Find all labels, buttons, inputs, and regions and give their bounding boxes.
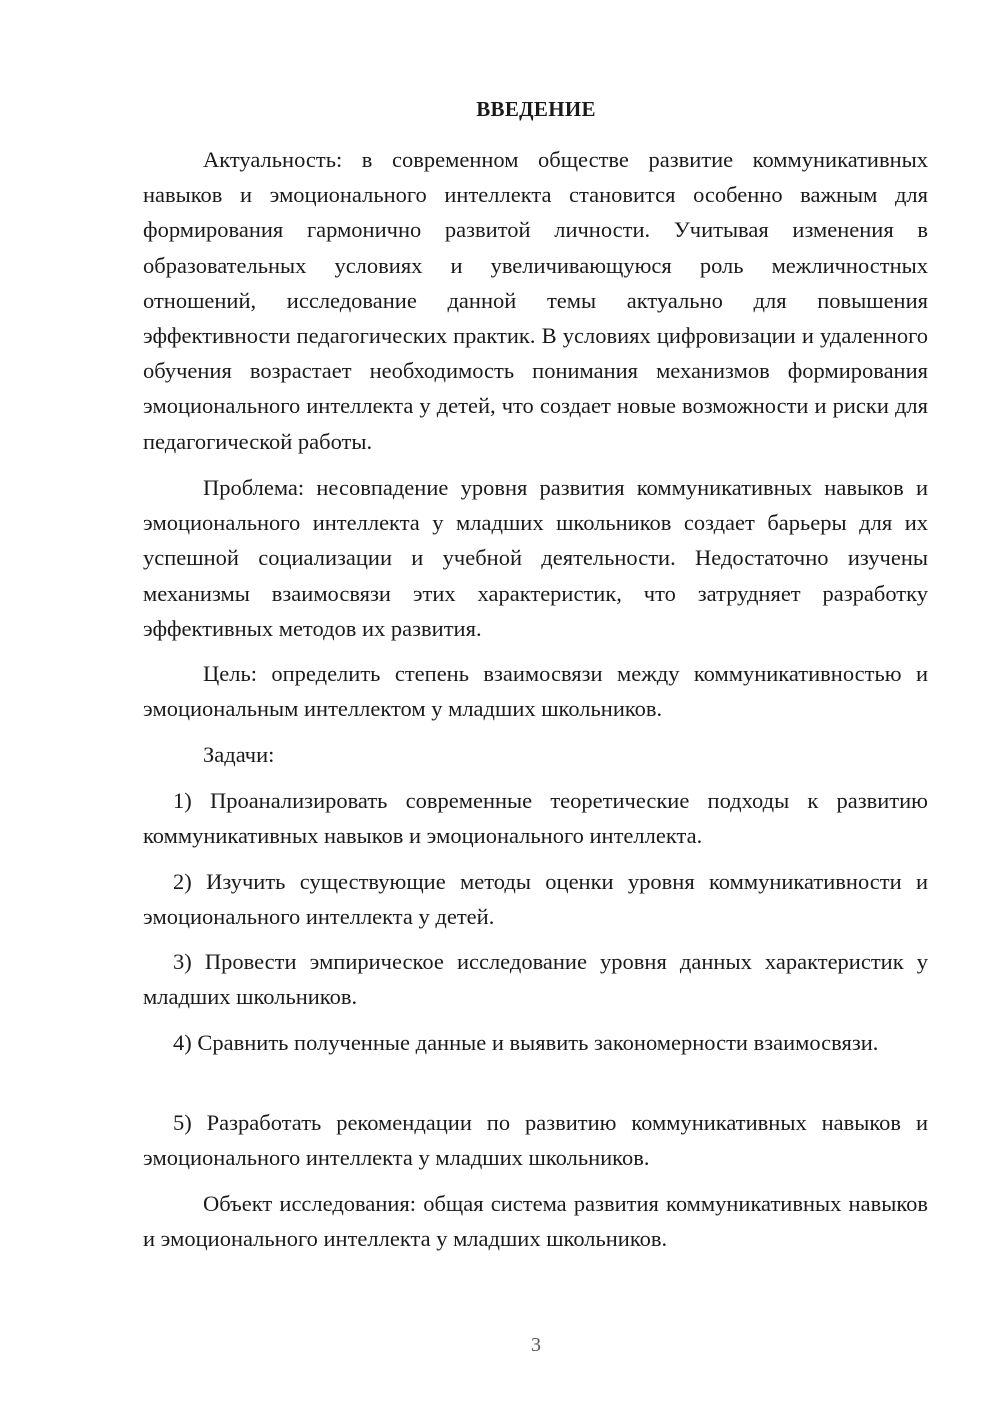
problem-paragraph: Проблема: несовпадение уровня развития коммуникативных навыков и эмоционального интеллекта у младших школьников создает барьеры для их успешной социализации и учебной деятельности. Недостаточно изучены механизмы взаимосвязи этих характеристик, что затрудняет разработку эффективных методов их развития. [143, 475, 928, 641]
task-item-2: 2) Изучить существующие методы оценки уровня коммуникативности и эмоционального интеллекта у детей. [143, 869, 928, 930]
task-item-5: 5) Разработать рекомендации по развитию коммуникативных навыков и эмоционального интеллекта у младших школьников. [143, 1110, 928, 1171]
goal-paragraph: Цель: определить степень взаимосвязи между коммуникативностью и эмоциональным интеллектом у младших школьников. [143, 661, 928, 722]
tasks-heading: Задачи: [203, 742, 275, 767]
task-item-1: 1) Проанализировать современные теоретические подходы к развитию коммуникативных навыков и эмоционального интеллекта. [143, 788, 928, 849]
object-paragraph: Объект исследования: общая система развития коммуникативных навыков и эмоционального интеллекта у младших школьников. [143, 1191, 928, 1252]
relevance-paragraph: Актуальность: в современном обществе развитие коммуникативных навыков и эмоционального интеллекта становится особенно важным для формирования гармонично развитой личности. Учитывая изменения в образовательных условиях и увеличивающуюся роль межличностных отношений, исследование данной темы актуально для повышения эффективности педагогических практик. В условиях цифровизации и удаленного обучения возрастает необходимость понимания механизмов формирования эмоционального интеллекта у детей, что создает новые возможности и риски для педагогической работы. [143, 147, 928, 454]
task-item-4: 4) Сравнить полученные данные и выявить закономерности взаимосвязи. [173, 1030, 879, 1055]
page-title: ВВЕДЕНИЕ [476, 97, 596, 121]
task-item-3: 3) Провести эмпирическое исследование уровня данных характеристик у младших школьников. [143, 949, 928, 1010]
page-number: 3 [531, 1334, 541, 1356]
